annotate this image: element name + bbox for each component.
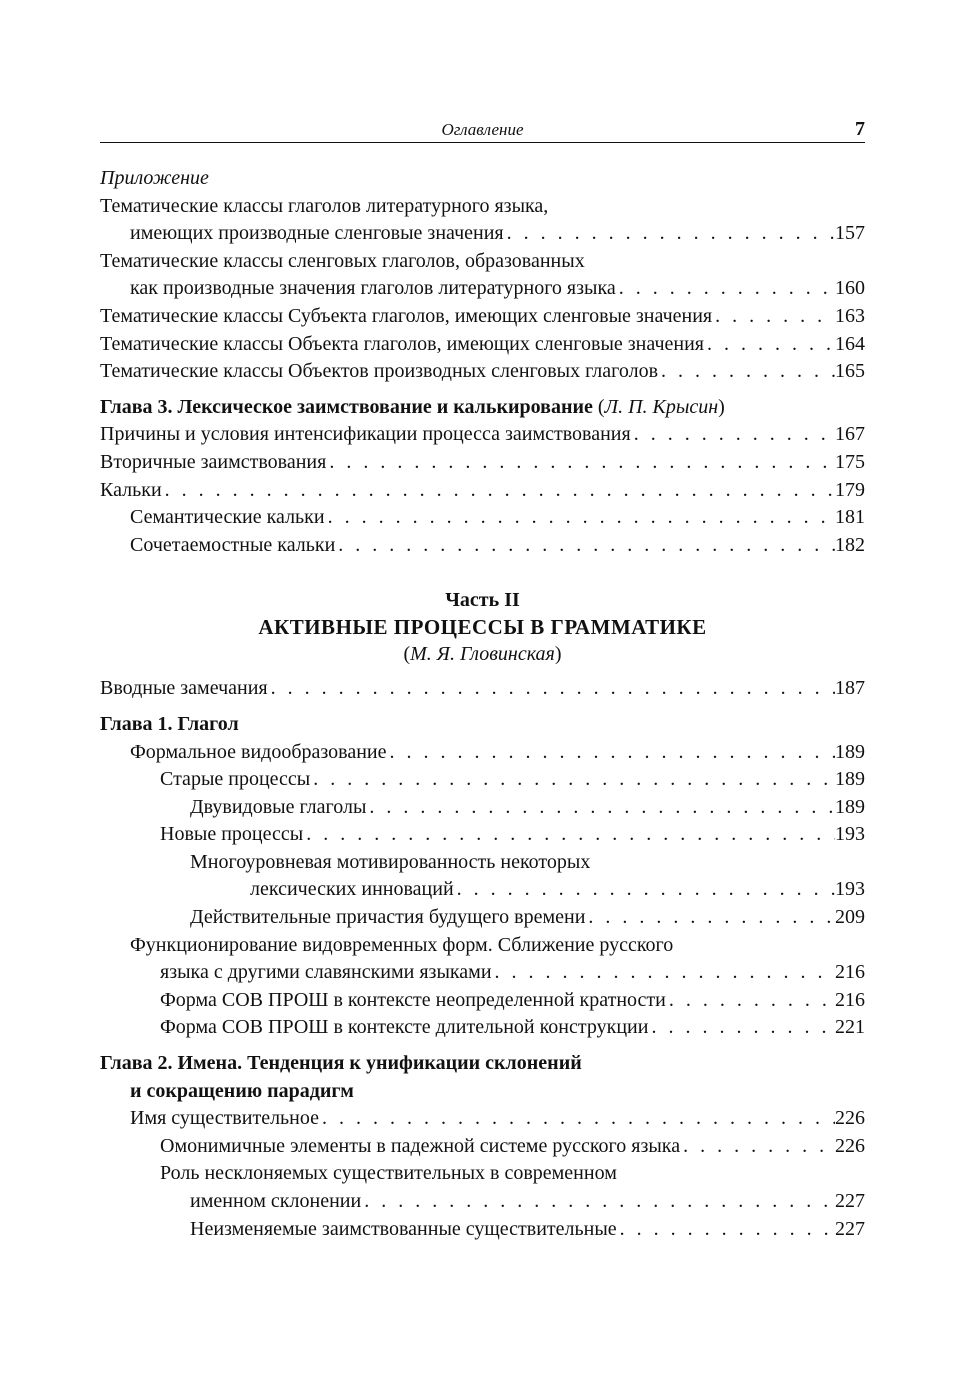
dot-leader: [303, 821, 835, 849]
toc-entry: [100, 675, 865, 703]
toc-entry-text: Тематические классы Объекта глаголов, имеющих сленговые значения: [100, 332, 704, 355]
dot-leader: [361, 1188, 835, 1216]
dot-leader: [492, 959, 835, 987]
toc-entry: [100, 959, 865, 987]
toc-entry-text: Кальки: [100, 478, 162, 501]
toc-page-number: 226: [835, 1107, 865, 1130]
dot-leader: [666, 987, 835, 1015]
toc-page-number: 209: [835, 906, 865, 929]
chapter-title: Глава 2. Имена. Тенденция к унификации склонений: [100, 1052, 582, 1075]
running-header: [100, 118, 865, 143]
toc-entry-text: Имя существительное: [130, 1107, 319, 1130]
toc-entry: [100, 1105, 865, 1133]
toc-entry: [100, 331, 865, 359]
toc-entry: [100, 821, 865, 849]
toc-entry-line1: Функционирование видовременных форм. Сближение русского: [130, 933, 674, 956]
toc-entry-text: Тематические классы Субъекта глаголов, имеющих сленговые значения: [100, 304, 713, 327]
toc-entry: [100, 876, 865, 904]
toc-entry-line1: Роль несклоняемых существительных в современном: [160, 1162, 617, 1185]
toc-entry: [100, 1014, 865, 1042]
toc-page-number: 189: [835, 768, 865, 791]
dot-leader: [658, 358, 835, 386]
toc-entry-line1: Тематические классы глаголов литературного языка,: [100, 194, 549, 217]
dot-leader: [631, 421, 835, 449]
toc-entry-text: Форма СОВ ПРОШ в контексте неопределенной кратности: [160, 988, 666, 1011]
toc-entry-line1: Тематические классы сленговых глаголов, образованных: [100, 249, 585, 272]
toc-page-number: 189: [835, 740, 865, 763]
toc-entry: [100, 1188, 865, 1216]
toc-entry: [100, 220, 865, 248]
toc-entry-text: как производные значения глаголов литературного языка: [130, 277, 616, 300]
toc-entry: [100, 449, 865, 477]
dot-leader: [366, 794, 835, 822]
running-title: Оглавление: [441, 120, 524, 139]
toc-entry: [100, 987, 865, 1015]
page-number: 7: [855, 118, 865, 140]
toc-page-number: 193: [835, 823, 865, 846]
toc-entry-text: Неизменяемые заимствованные существительные: [190, 1217, 617, 1240]
toc-page-number: 160: [835, 277, 865, 300]
dot-leader: [310, 766, 835, 794]
toc-page-number: 216: [835, 988, 865, 1011]
dot-leader: [648, 1014, 835, 1042]
dot-leader: [712, 303, 835, 331]
chapter-title: Глава 3. Лексическое заимствование и калькирование: [100, 395, 593, 418]
toc-page-number: 167: [835, 423, 865, 446]
toc-page-number: 165: [835, 360, 865, 383]
toc-content: [100, 165, 865, 1243]
toc-entry-text: Причины и условия интенсификации процесса заимствования: [100, 423, 631, 446]
toc-page-number: 193: [835, 878, 865, 901]
dot-leader: [268, 675, 835, 703]
toc-page-number: 187: [835, 677, 865, 700]
toc-page-number: 227: [835, 1217, 865, 1240]
chapter-heading: Глава 3. Лексическое заимствование и калькирование (Л. П. Крысин): [100, 395, 725, 418]
toc-entry: [100, 358, 865, 386]
part-label: Часть II: [445, 589, 520, 612]
chapter-title: Глава 1. Глагол: [100, 712, 239, 735]
toc-page-number: 227: [835, 1190, 865, 1212]
toc-page-number: 182: [835, 533, 865, 556]
toc-entry-text: лексических инноваций: [250, 878, 454, 901]
part-title: АКТИВНЫЕ ПРОЦЕССЫ В ГРАММАТИКЕ: [258, 615, 707, 640]
chapter-author: Л. П. Крысин: [604, 395, 719, 418]
toc-page-number: 179: [835, 478, 865, 501]
dot-leader: [617, 1216, 835, 1244]
toc-entry: [100, 477, 865, 505]
toc-entry: [100, 275, 865, 303]
toc-entry-text: Действительные причастия будущего времени: [190, 906, 586, 929]
dot-leader: [454, 876, 835, 904]
toc-page-number: 157: [835, 222, 865, 245]
toc-page-number: 216: [835, 961, 865, 984]
toc-entry-text: именном склонении: [190, 1190, 362, 1212]
toc-entry: [100, 794, 865, 822]
toc-entry-text: языка с другими славянскими языками: [160, 961, 492, 984]
toc-entry-text: Вводные замечания: [100, 677, 268, 700]
dot-leader: [704, 331, 835, 359]
toc-entry: [100, 739, 865, 767]
toc-entry-text: Форма СОВ ПРОШ в контексте длительной конструкции: [160, 1016, 649, 1039]
toc-entry-text: Семантические кальки: [130, 506, 325, 529]
toc-page-number: 226: [835, 1134, 865, 1157]
dot-leader: [680, 1133, 835, 1161]
toc-entry: [100, 303, 865, 331]
toc-page-number: 181: [835, 506, 865, 529]
toc-page: [100, 118, 865, 1243]
dot-leader: [162, 477, 835, 505]
toc-entry-text: имеющих производные сленговые значения: [130, 222, 504, 245]
appendix-heading: Приложение: [100, 167, 209, 189]
dot-leader: [616, 275, 835, 303]
toc-entry-text: Сочетаемостные кальки: [130, 533, 336, 556]
toc-entry-line1: Многоуровневая мотивированность некоторых: [190, 850, 591, 873]
toc-entry-text: Омонимичные элементы в падежной системе русского языка: [160, 1134, 681, 1157]
part-author-line: (М. Я. Гловинская): [403, 643, 562, 666]
toc-page-number: 175: [835, 450, 865, 473]
dot-leader: [325, 504, 835, 532]
dot-leader: [504, 220, 835, 248]
toc-page-number: 189: [835, 795, 865, 818]
part-author: М. Я. Гловинская: [410, 643, 555, 666]
toc-entry-text: Новые процессы: [160, 823, 304, 846]
toc-entry-text: Формальное видообразование: [130, 740, 387, 763]
toc-entry-text: Двувидовые глаголы: [190, 795, 367, 818]
toc-entry: [100, 766, 865, 794]
toc-page-number: 221: [835, 1016, 865, 1039]
dot-leader: [326, 449, 835, 477]
toc-entry-text: Тематические классы Объектов производных сленговых глаголов: [100, 360, 659, 383]
toc-entry: [100, 504, 865, 532]
toc-entry: [100, 1216, 865, 1244]
toc-entry-text: Вторичные заимствования: [100, 450, 327, 473]
toc-entry: [100, 1133, 865, 1161]
toc-entry: [100, 532, 865, 560]
toc-entry: [100, 421, 865, 449]
toc-page-number: 164: [835, 332, 865, 355]
toc-entry: [100, 904, 865, 932]
toc-page-number: 163: [835, 304, 865, 327]
toc-entry-text: Старые процессы: [160, 768, 311, 791]
dot-leader: [387, 739, 836, 767]
dot-leader: [319, 1105, 835, 1133]
dot-leader: [335, 532, 835, 560]
chapter-title-cont: и сокращению парадигм: [130, 1079, 354, 1102]
dot-leader: [585, 904, 835, 932]
